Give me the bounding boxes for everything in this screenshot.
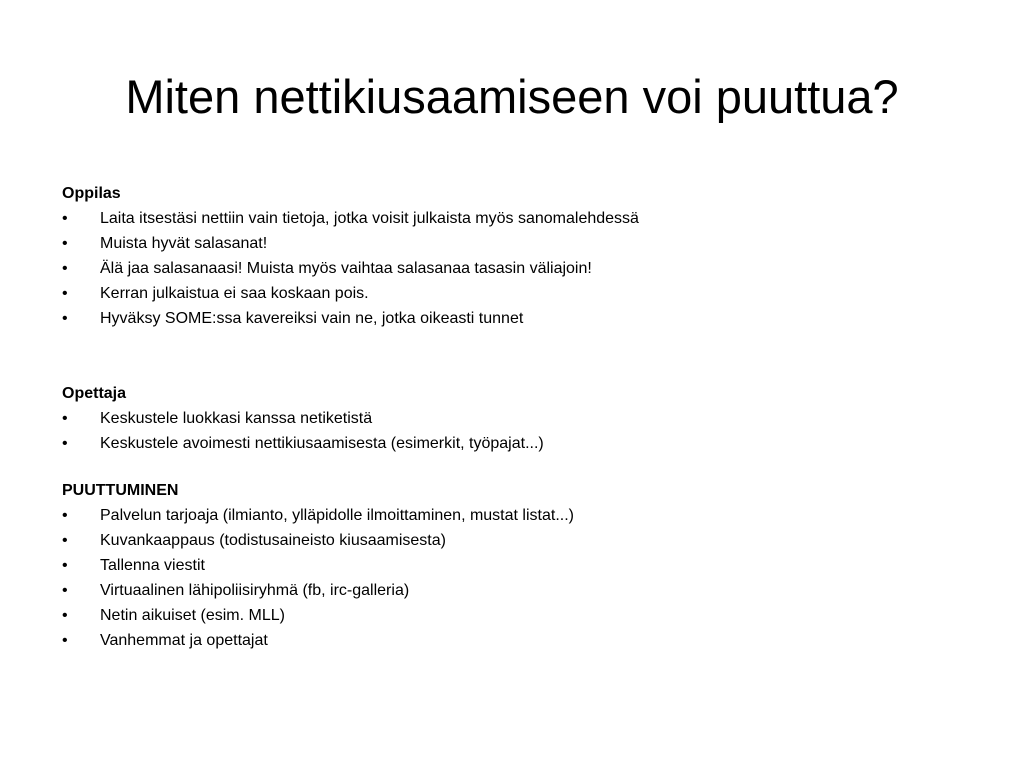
bullet-list [62,206,962,331]
bullet-icon: • [62,260,68,277]
bullet-list [62,503,962,653]
bullet-icon: • [62,582,68,599]
list-item-text: Älä jaa salasanaasi! Muista myös vaihtaa salasanaa tasasin väliajoin! [100,260,592,277]
list-item [62,503,962,528]
list-item-text: Netin aikuiset (esim. MLL) [100,607,285,624]
slide-title: Miten nettikiusaamiseen voi puuttua? [125,70,899,123]
section-puuttuminen [62,478,962,653]
list-item [62,231,962,256]
list-item-text: Keskustele luokkasi kanssa netiketistä [100,410,373,427]
bullet-icon: • [62,210,68,227]
list-item-text: Muista hyvät salasanat! [100,235,268,252]
section-spacer [62,456,962,478]
bullet-icon: • [62,410,68,427]
list-item [62,281,962,306]
list-item [62,256,962,281]
list-item-text: Keskustele avoimesti nettikiusaamisesta (esimerkit, työpajat...) [100,435,544,452]
section-heading: Opettaja [62,385,127,402]
list-item-text: Palvelun tarjoaja (ilmianto, ylläpidolle ilmoittaminen, mustat listat...) [100,507,574,524]
list-item-text: Virtuaalinen lähipoliisiryhmä (fb, irc-galleria) [100,582,410,599]
bullet-icon: • [62,310,68,327]
list-item-text: Tallenna viestit [100,557,205,574]
section-opettaja [62,381,962,456]
list-item [62,431,962,456]
list-item [62,206,962,231]
bullet-list [62,406,962,456]
list-item-text: Hyväksy SOME:ssa kavereiksi vain ne, jotka oikeasti tunnet [100,310,524,327]
list-item [62,628,962,653]
bullet-icon: • [62,435,68,452]
list-item [62,406,962,431]
list-item [62,306,962,331]
bullet-icon: • [62,532,68,549]
bullet-icon: • [62,557,68,574]
list-item [62,603,962,628]
list-item-text: Laita itsestäsi nettiin vain tietoja, jotka voisit julkaista myös sanomalehdessä [100,210,639,227]
list-item [62,553,962,578]
section-oppilas [62,181,962,331]
section-heading: PUUTTUMINEN [62,482,179,499]
bullet-icon: • [62,607,68,624]
slide-content [62,181,962,653]
bullet-icon: • [62,507,68,524]
list-item-text: Kerran julkaistua ei saa koskaan pois. [100,285,369,302]
bullet-icon: • [62,632,68,649]
bullet-icon: • [62,235,68,252]
list-item [62,578,962,603]
list-item-text: Vanhemmat ja opettajat [100,632,268,649]
list-item-text: Kuvankaappaus (todistusaineisto kiusaamisesta) [100,532,446,549]
section-heading: Oppilas [62,185,121,202]
list-item [62,528,962,553]
section-spacer [62,331,962,381]
bullet-icon: • [62,285,68,302]
